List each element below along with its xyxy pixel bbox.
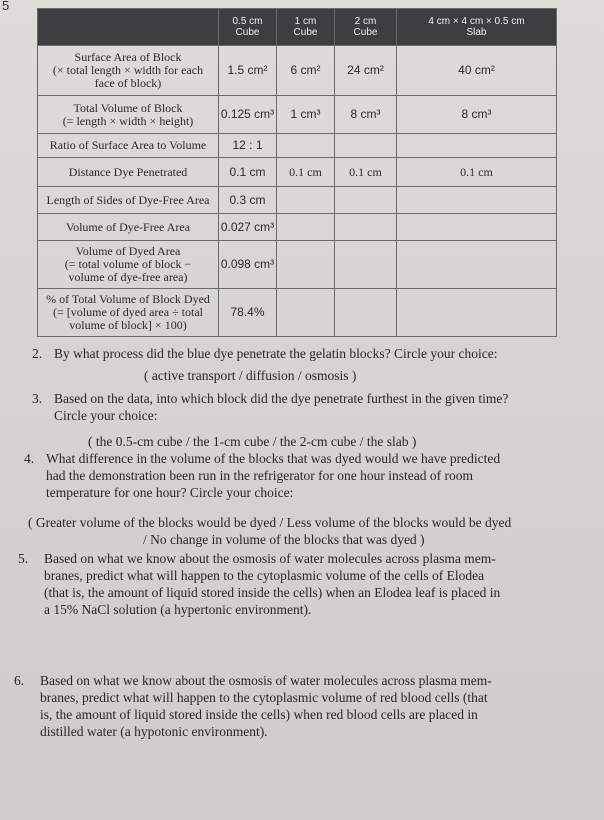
- table-row: [38, 214, 557, 241]
- table-row: [38, 289, 557, 337]
- header-shape: Cube: [353, 27, 378, 38]
- label-line: Volume of Dyed Area: [75, 244, 181, 258]
- question-4-choices-line2[interactable]: / No change in volume of the blocks that was dyed ): [143, 532, 425, 547]
- table-cell: [277, 134, 335, 158]
- row-label: [38, 289, 219, 337]
- table-cell: 12 : 1: [219, 134, 277, 158]
- question-text: By what process did the blue dye penetrate the gelatin blocks? Circle your choice:: [54, 346, 498, 361]
- table-row: [38, 134, 557, 158]
- page-corner-number: 5: [2, 0, 10, 13]
- header-size: 2 cm: [354, 16, 377, 27]
- table-cell: [277, 241, 335, 289]
- table-cell: 8 cm³: [397, 96, 557, 134]
- table-cell: 0.1 cm: [277, 158, 335, 187]
- label-line: Ratio of Surface Area to Volume: [49, 138, 207, 152]
- row-label: [38, 158, 219, 187]
- question-text-line: temperature for one hour? Circle your choice:: [46, 485, 294, 500]
- header-col: [219, 9, 277, 46]
- table-cell: [397, 214, 557, 241]
- header-blank-cell: [38, 9, 219, 46]
- table-cell: [277, 214, 335, 241]
- row-label: [38, 187, 219, 214]
- table-cell: [335, 289, 397, 337]
- table-cell: 0.3 cm: [219, 187, 277, 214]
- label-line: Length of Sides of Dye-Free Area: [46, 192, 210, 207]
- question-text-line: Circle your choice:: [54, 408, 158, 423]
- table-cell: [335, 241, 397, 289]
- question-text-line: a 15% NaCl solution (a hypertonic environment).: [44, 602, 312, 617]
- table-cell: 0.098 cm³: [219, 241, 277, 289]
- header-col: [397, 9, 557, 46]
- header-size: 1 cm: [294, 16, 317, 27]
- question-4-choices-line1[interactable]: ( Greater volume of the blocks would be dyed / Less volume of the blocks would be dyed: [28, 515, 512, 530]
- header-shape: Cube: [235, 27, 260, 38]
- table-cell: 24 cm²: [335, 46, 397, 96]
- label-line: (= length × width × height): [62, 113, 194, 128]
- label-line: face of block): [94, 76, 162, 90]
- question-text-line: Based on what we know about the osmosis of water molecules across plasma mem-: [40, 673, 492, 688]
- label-line: volume of dye-free area): [68, 270, 188, 284]
- label-line: volume of block] × 100): [69, 318, 187, 332]
- header-shape: Slab: [466, 27, 487, 38]
- label-line: (= [volume of dyed area ÷ total: [53, 305, 203, 319]
- question-text-line: branes, predict what will happen to the cytoplasmic volume of red blood cells (that: [40, 690, 488, 705]
- question-text-line: Based on the data, into which block did the dye penetrate furthest in the given time?: [54, 391, 509, 406]
- table-cell: [397, 134, 557, 158]
- table-cell: 78.4%: [219, 289, 277, 337]
- header-size: 0.5 cm: [232, 16, 263, 27]
- table-cell: [277, 289, 335, 337]
- table-cell: [335, 214, 397, 241]
- row-label: [38, 214, 219, 241]
- question-number: 3.: [32, 391, 43, 406]
- table-cell: [335, 134, 397, 158]
- table-cell: 0.027 cm³: [219, 214, 277, 241]
- question-text-line: distilled water (a hypotonic environment).: [40, 724, 268, 739]
- question-text-line: Based on what we know about the osmosis of water molecules across plasma mem-: [44, 551, 496, 566]
- question-number: 4.: [24, 451, 35, 466]
- question-2-choices[interactable]: ( active transport / diffusion / osmosis ): [144, 368, 357, 383]
- table-cell: 0.1 cm: [397, 158, 557, 187]
- table-row: [38, 187, 557, 214]
- dye-penetration-table: [37, 8, 557, 337]
- table-cell: 6 cm²: [277, 46, 335, 96]
- question-3-choices[interactable]: ( the 0.5-cm cube / the 1-cm cube / the 2-cm cube / the slab ): [88, 434, 417, 449]
- label-line: (× total length × width for each: [52, 63, 204, 77]
- question-text-line: had the demonstration been run in the refrigerator for one hour instead of room: [46, 468, 473, 483]
- table-cell: [397, 241, 557, 289]
- table-cell: 0.1 cm: [335, 158, 397, 187]
- label-line: Volume of Dye-Free Area: [65, 219, 191, 234]
- label-line: Total Volume of Block: [73, 100, 183, 115]
- question-text-line: What difference in the volume of the blocks that was dyed would we have predicted: [46, 451, 501, 466]
- table-header-row: [38, 9, 557, 46]
- table-cell: [277, 187, 335, 214]
- label-line: Surface Area of Block: [74, 50, 182, 64]
- row-label: [38, 46, 219, 96]
- table-cell: [397, 187, 557, 214]
- table-row: [38, 96, 557, 134]
- table-cell: 1 cm³: [277, 96, 335, 134]
- question-number: 2.: [32, 346, 43, 361]
- question-text-line: is, the amount of liquid stored inside the cells) when red blood cells are placed in: [40, 707, 478, 722]
- question-number: 6.: [14, 673, 25, 688]
- header-size: 4 cm × 4 cm × 0.5 cm: [428, 16, 525, 27]
- header-col: [277, 9, 335, 46]
- table-cell: 1.5 cm²: [219, 46, 277, 96]
- question-text-line: (that is, the amount of liquid stored inside the cells) when an Elodea leaf is placed in: [44, 585, 501, 600]
- label-line: % of Total Volume of Block Dyed: [46, 292, 210, 306]
- table-cell: [335, 187, 397, 214]
- table-cell: 0.1 cm: [219, 158, 277, 187]
- table-cell: 8 cm³: [335, 96, 397, 134]
- table-cell: 0.125 cm³: [219, 96, 277, 134]
- table-cell: 40 cm²: [397, 46, 557, 96]
- label-line: Distance Dye Penetrated: [68, 164, 188, 179]
- table-row: [38, 46, 557, 96]
- question-number: 5.: [18, 551, 29, 566]
- row-label: [38, 96, 219, 134]
- header-col: [335, 9, 397, 46]
- table-row: [38, 158, 557, 187]
- table-cell: [397, 289, 557, 337]
- row-label: [38, 134, 219, 158]
- label-line: (= total volume of block −: [64, 257, 192, 271]
- row-label: [38, 241, 219, 289]
- header-shape: Cube: [293, 27, 318, 38]
- question-text-line: branes, predict what will happen to the cytoplasmic volume of the cells of Elodea: [44, 568, 485, 583]
- table-row: [38, 241, 557, 289]
